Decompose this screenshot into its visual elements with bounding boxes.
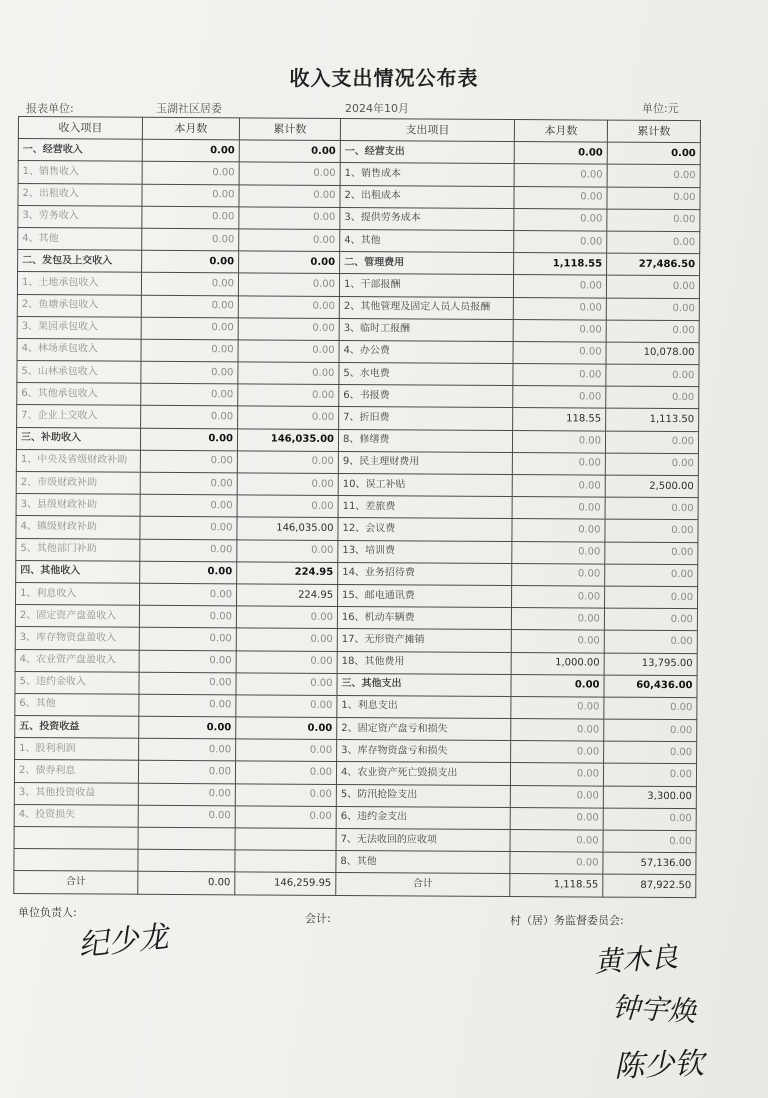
signature-committee-1: 黄木良 bbox=[593, 940, 680, 979]
signature-committee-2: 钟宇焕 bbox=[611, 990, 697, 1029]
cell-expense-item: 7、折旧费 bbox=[339, 407, 513, 430]
header-expense-month: 本月数 bbox=[514, 120, 607, 143]
cell-income-item: 6、其他承包收入 bbox=[17, 383, 141, 406]
cell-income-cumulative bbox=[235, 828, 336, 851]
cell-income-item: 3、其他投资收益 bbox=[14, 782, 138, 805]
cell-income-item: 一、经营收入 bbox=[18, 139, 142, 162]
cell-expense-item: 15、邮电通讯费 bbox=[338, 584, 512, 607]
cell-expense-month: 0.00 bbox=[513, 297, 606, 320]
cell-income-month: 0.00 bbox=[138, 805, 235, 828]
cell-income-month: 0.00 bbox=[141, 384, 238, 407]
cell-expense-cumulative: 0.00 bbox=[605, 431, 698, 454]
cell-income-item: 3、县级财政补助 bbox=[16, 494, 140, 517]
cell-income-month: 0.00 bbox=[141, 339, 238, 362]
cell-income-cumulative: 0.00 bbox=[235, 761, 336, 784]
cell-income-month: 0.00 bbox=[139, 628, 236, 651]
cell-income-month bbox=[138, 849, 235, 872]
cell-expense-month: 0.00 bbox=[510, 830, 603, 853]
cell-expense-item: 1、干部报酬 bbox=[339, 274, 513, 297]
cell-expense-cumulative: 60,436.00 bbox=[604, 675, 697, 698]
cell-income-item: 五、投资收益 bbox=[15, 716, 139, 739]
cell-income-item: 4、投资损失 bbox=[14, 804, 138, 827]
cell-expense-month: 0.00 bbox=[512, 585, 605, 608]
supervision-committee-label: 村（居）务监督委员会: bbox=[510, 914, 624, 927]
cell-expense-cumulative: 0.00 bbox=[604, 608, 697, 631]
cell-income-month: 0.00 bbox=[140, 561, 237, 584]
cell-expense-month: 0.00 bbox=[513, 275, 606, 298]
cell-expense-cumulative: 0.00 bbox=[604, 630, 697, 653]
cell-income-item: 四、其他收入 bbox=[16, 560, 140, 583]
cell-expense-cumulative: 0.00 bbox=[607, 164, 700, 187]
cell-expense-item: 1、利息支出 bbox=[337, 695, 511, 718]
cell-income-cumulative: 0.00 bbox=[236, 739, 337, 762]
report-period: 2024年10月 bbox=[345, 102, 409, 115]
cell-income-cumulative: 146,035.00 bbox=[237, 517, 338, 540]
cell-income-cumulative: 0.00 bbox=[238, 273, 339, 296]
cell-income-item: 2、固定资产盘盈收入 bbox=[15, 605, 139, 628]
cell-expense-item: 12、会议费 bbox=[338, 518, 512, 541]
total-income-cumulative: 146,259.95 bbox=[235, 872, 336, 895]
cell-income-month: 0.00 bbox=[140, 450, 237, 473]
cell-expense-item: 10、误工补贴 bbox=[338, 473, 512, 496]
cell-income-month: 0.00 bbox=[141, 317, 238, 340]
cell-expense-cumulative: 0.00 bbox=[603, 830, 696, 853]
cell-expense-month: 0.00 bbox=[513, 341, 606, 364]
cell-expense-item: 8、其他 bbox=[336, 851, 510, 874]
cell-income-month: 0.00 bbox=[142, 206, 239, 229]
cell-expense-item: 一、经营支出 bbox=[340, 141, 514, 164]
cell-income-cumulative: 146,035.00 bbox=[237, 428, 338, 451]
cell-income-month: 0.00 bbox=[139, 650, 236, 673]
cell-expense-month: 0.00 bbox=[510, 807, 603, 830]
cell-income-month: 0.00 bbox=[138, 761, 235, 784]
cell-income-month: 0.00 bbox=[140, 517, 237, 540]
cell-expense-cumulative: 0.00 bbox=[606, 275, 699, 298]
cell-expense-cumulative: 57,136.00 bbox=[603, 852, 696, 875]
header-income-item: 收入项目 bbox=[18, 117, 142, 140]
cell-income-item: 6、其他 bbox=[15, 693, 139, 716]
cell-income-month: 0.00 bbox=[139, 694, 236, 717]
cell-income-item: 4、镇级财政补助 bbox=[16, 516, 140, 539]
cell-expense-cumulative: 0.00 bbox=[605, 586, 698, 609]
total-expense-cumulative: 87,922.50 bbox=[603, 874, 696, 897]
cell-expense-item: 14、业务招待费 bbox=[338, 562, 512, 585]
cell-expense-cumulative: 10,078.00 bbox=[606, 342, 699, 365]
cell-expense-cumulative: 27,486.50 bbox=[607, 253, 700, 276]
cell-expense-item: 5、水电费 bbox=[339, 363, 513, 386]
cell-income-item: 二、发包及上交收入 bbox=[18, 250, 142, 273]
cell-expense-item: 13、培训费 bbox=[338, 540, 512, 563]
cell-expense-month: 0.00 bbox=[514, 186, 607, 209]
cell-expense-item: 3、提供劳务成本 bbox=[340, 207, 514, 230]
cell-income-cumulative: 0.00 bbox=[237, 539, 338, 562]
report-unit-label: 报表单位: bbox=[26, 102, 74, 115]
cell-expense-item: 2、其他管理及固定人员人员报酬 bbox=[339, 296, 513, 319]
cell-income-cumulative bbox=[235, 850, 336, 873]
cell-expense-cumulative: 0.00 bbox=[605, 564, 698, 587]
cell-expense-month: 0.00 bbox=[514, 164, 607, 187]
cell-income-month: 0.00 bbox=[141, 295, 238, 318]
cell-expense-item: 4、其他 bbox=[340, 229, 514, 252]
cell-income-cumulative: 0.00 bbox=[235, 783, 336, 806]
cell-expense-month: 0.00 bbox=[512, 519, 605, 542]
signature-committee-3: 陈少钦 bbox=[613, 1046, 705, 1085]
cell-expense-cumulative: 0.00 bbox=[605, 453, 698, 476]
cell-expense-item: 1、销售成本 bbox=[340, 163, 514, 186]
total-expense-month: 1,118.55 bbox=[510, 874, 603, 897]
cell-expense-cumulative: 0.00 bbox=[605, 497, 698, 520]
cell-expense-item: 6、书报费 bbox=[339, 385, 513, 408]
cell-expense-item: 17、无形资产摊销 bbox=[337, 629, 511, 652]
cell-income-cumulative: 0.00 bbox=[239, 229, 340, 252]
header-expense-cumulative: 累计数 bbox=[607, 120, 700, 143]
cell-expense-cumulative: 0.00 bbox=[607, 187, 700, 210]
cell-income-cumulative: 0.00 bbox=[235, 806, 336, 829]
cell-expense-month: 0.00 bbox=[512, 563, 605, 586]
cell-expense-cumulative: 13,795.00 bbox=[604, 653, 697, 676]
income-expense-table bbox=[13, 116, 701, 898]
cell-income-cumulative: 0.00 bbox=[236, 695, 337, 718]
cell-expense-month: 0.00 bbox=[511, 630, 604, 653]
cell-income-cumulative: 0.00 bbox=[238, 384, 339, 407]
cell-income-cumulative: 0.00 bbox=[239, 251, 340, 274]
header-income-month: 本月数 bbox=[142, 117, 239, 140]
cell-expense-cumulative: 0.00 bbox=[606, 320, 699, 343]
cell-income-item: 1、股利利润 bbox=[15, 738, 139, 761]
cell-income-item: 5、违约金收入 bbox=[15, 671, 139, 694]
cell-income-month: 0.00 bbox=[142, 228, 239, 251]
cell-expense-item: 4、办公费 bbox=[339, 340, 513, 363]
page-title: 收入支出情况公布表 bbox=[289, 66, 479, 90]
accountant-label: 会计: bbox=[305, 912, 331, 925]
cell-income-month: 0.00 bbox=[139, 605, 236, 628]
cell-income-cumulative: 0.00 bbox=[238, 295, 339, 318]
header-expense-item: 支出项目 bbox=[340, 118, 514, 141]
cell-income-month: 0.00 bbox=[140, 494, 237, 517]
cell-income-month bbox=[138, 827, 235, 850]
cell-income-cumulative: 0.00 bbox=[237, 473, 338, 496]
cell-expense-month: 0.00 bbox=[514, 208, 607, 231]
cell-income-month: 0.00 bbox=[139, 672, 236, 695]
cell-expense-cumulative: 0.00 bbox=[603, 764, 696, 787]
cell-expense-item: 6、违约金支出 bbox=[336, 806, 510, 829]
cell-expense-cumulative: 0.00 bbox=[604, 697, 697, 720]
cell-expense-month: 0.00 bbox=[514, 230, 607, 253]
cell-expense-month: 0.00 bbox=[510, 785, 603, 808]
cell-income-cumulative: 0.00 bbox=[238, 362, 339, 385]
cell-expense-item: 2、出租成本 bbox=[340, 185, 514, 208]
cell-income-cumulative: 224.95 bbox=[237, 562, 338, 585]
cell-expense-month: 0.00 bbox=[513, 319, 606, 342]
cell-income-item: 5、其他部门补助 bbox=[16, 538, 140, 561]
cell-expense-item: 三、其他支出 bbox=[337, 673, 511, 696]
cell-income-item: 3、库存物资盘盈收入 bbox=[15, 627, 139, 650]
cell-expense-month: 0.00 bbox=[514, 142, 607, 165]
cell-expense-month: 0.00 bbox=[511, 674, 604, 697]
cell-income-item: 5、山林承包收入 bbox=[17, 361, 141, 384]
cell-expense-item: 4、农业资产死亡毁损支出 bbox=[336, 762, 510, 785]
cell-income-month: 0.00 bbox=[142, 184, 239, 207]
total-income-month: 0.00 bbox=[138, 872, 235, 895]
responsible-person-label: 单位负责人: bbox=[18, 906, 77, 919]
cell-income-item bbox=[14, 849, 138, 872]
cell-expense-item: 7、无法收回的应收项 bbox=[336, 828, 510, 851]
cell-expense-cumulative: 0.00 bbox=[606, 298, 699, 321]
cell-income-cumulative: 0.00 bbox=[238, 318, 339, 341]
cell-expense-cumulative: 0.00 bbox=[604, 741, 697, 764]
cell-income-item: 1、销售收入 bbox=[18, 161, 142, 184]
cell-income-cumulative: 0.00 bbox=[238, 340, 339, 363]
cell-income-month: 0.00 bbox=[140, 472, 237, 495]
cell-income-item: 三、补助收入 bbox=[16, 427, 140, 450]
cell-expense-item: 二、管理费用 bbox=[340, 252, 514, 275]
cell-expense-month: 0.00 bbox=[510, 763, 603, 786]
cell-income-cumulative: 0.00 bbox=[236, 717, 337, 740]
cell-expense-cumulative: 0.00 bbox=[603, 808, 696, 831]
cell-income-cumulative: 0.00 bbox=[236, 606, 337, 629]
cell-income-item: 2、出租收入 bbox=[18, 183, 142, 206]
cell-income-month: 0.00 bbox=[141, 273, 238, 296]
cell-income-cumulative: 0.00 bbox=[236, 673, 337, 696]
cell-expense-item: 3、临时工报酬 bbox=[339, 318, 513, 341]
cell-expense-item: 18、其他费用 bbox=[337, 651, 511, 674]
cell-income-month: 0.00 bbox=[139, 738, 236, 761]
total-row bbox=[14, 871, 696, 897]
cell-expense-item: 11、差旅费 bbox=[338, 496, 512, 519]
cell-income-item: 1、中央及省级财政补助 bbox=[16, 449, 140, 472]
cell-expense-month: 0.00 bbox=[511, 696, 604, 719]
cell-expense-cumulative: 2,500.00 bbox=[605, 475, 698, 498]
cell-income-item: 3、果园承包收入 bbox=[17, 316, 141, 339]
cell-income-cumulative: 0.00 bbox=[236, 628, 337, 651]
cell-income-month: 0.00 bbox=[140, 539, 237, 562]
cell-expense-month: 0.00 bbox=[512, 452, 605, 475]
cell-income-cumulative: 0.00 bbox=[239, 184, 340, 207]
cell-income-cumulative: 0.00 bbox=[237, 495, 338, 518]
cell-income-cumulative: 0.00 bbox=[237, 451, 338, 474]
header-income-cumulative: 累计数 bbox=[239, 118, 340, 141]
cell-expense-item: 16、机动车辆费 bbox=[337, 607, 511, 630]
cell-income-cumulative: 224.95 bbox=[237, 584, 338, 607]
cell-expense-cumulative: 0.00 bbox=[607, 231, 700, 254]
cell-income-month: 0.00 bbox=[139, 716, 236, 739]
cell-income-item: 2、债券利息 bbox=[14, 760, 138, 783]
cell-expense-cumulative: 0.00 bbox=[605, 542, 698, 565]
cell-income-item: 1、土地承包收入 bbox=[17, 272, 141, 295]
total-expense-label: 合计 bbox=[336, 873, 510, 896]
cell-expense-item: 5、防汛抢险支出 bbox=[336, 784, 510, 807]
cell-expense-item: 3、库存物资盘亏和损失 bbox=[337, 740, 511, 763]
cell-expense-month: 0.00 bbox=[510, 852, 603, 875]
cell-income-month: 0.00 bbox=[138, 783, 235, 806]
cell-income-item: 4、农业资产盘盈收入 bbox=[15, 649, 139, 672]
cell-income-month: 0.00 bbox=[141, 406, 238, 429]
report-unit-name: 玉湖社区居委 bbox=[156, 102, 222, 115]
cell-income-month: 0.00 bbox=[140, 428, 237, 451]
cell-expense-month: 0.00 bbox=[513, 386, 606, 409]
cell-income-cumulative: 0.00 bbox=[239, 140, 340, 163]
cell-expense-month: 0.00 bbox=[512, 497, 605, 520]
cell-income-month: 0.00 bbox=[141, 361, 238, 384]
cell-expense-item: 9、民主理财费用 bbox=[338, 451, 512, 474]
cell-expense-cumulative: 0.00 bbox=[604, 719, 697, 742]
cell-expense-item: 8、修缮费 bbox=[338, 429, 512, 452]
cell-income-cumulative: 0.00 bbox=[238, 406, 339, 429]
cell-expense-item: 2、固定资产盘亏和损失 bbox=[337, 718, 511, 741]
cell-income-item: 2、市级财政补助 bbox=[16, 471, 140, 494]
cell-income-cumulative: 0.00 bbox=[239, 207, 340, 230]
cell-income-item: 4、其他 bbox=[18, 227, 142, 250]
cell-expense-month: 0.00 bbox=[512, 430, 605, 453]
cell-expense-month: 118.55 bbox=[513, 408, 606, 431]
cell-expense-cumulative: 0.00 bbox=[607, 142, 700, 165]
cell-expense-month: 0.00 bbox=[512, 475, 605, 498]
cell-income-cumulative: 0.00 bbox=[239, 162, 340, 185]
cell-expense-cumulative: 0.00 bbox=[606, 364, 699, 387]
total-income-label: 合计 bbox=[14, 871, 138, 894]
cell-expense-cumulative: 0.00 bbox=[606, 386, 699, 409]
cell-expense-month: 0.00 bbox=[511, 719, 604, 742]
cell-income-month: 0.00 bbox=[142, 162, 239, 185]
currency-unit: 单位:元 bbox=[642, 102, 679, 115]
cell-expense-cumulative: 1,113.50 bbox=[606, 409, 699, 432]
cell-expense-month: 0.00 bbox=[513, 364, 606, 387]
cell-income-month: 0.00 bbox=[142, 139, 239, 162]
cell-expense-month: 1,118.55 bbox=[514, 253, 607, 276]
cell-expense-month: 0.00 bbox=[511, 608, 604, 631]
cell-expense-cumulative: 0.00 bbox=[607, 209, 700, 232]
cell-expense-month: 1,000.00 bbox=[511, 652, 604, 675]
cell-income-item: 1、利息收入 bbox=[16, 582, 140, 605]
signature-responsible: 纪少龙 bbox=[76, 919, 170, 964]
cell-expense-cumulative: 3,300.00 bbox=[603, 786, 696, 809]
cell-expense-month: 0.00 bbox=[512, 541, 605, 564]
cell-income-cumulative: 0.00 bbox=[236, 650, 337, 673]
cell-expense-cumulative: 0.00 bbox=[605, 519, 698, 542]
cell-income-item: 7、企业上交收入 bbox=[17, 405, 141, 428]
cell-income-item bbox=[14, 826, 138, 849]
cell-expense-month: 0.00 bbox=[511, 741, 604, 764]
cell-income-item: 2、鱼塘承包收入 bbox=[17, 294, 141, 317]
cell-income-item: 3、劳务收入 bbox=[18, 205, 142, 228]
cell-income-month: 0.00 bbox=[142, 250, 239, 273]
cell-income-item: 4、林场承包收入 bbox=[17, 338, 141, 361]
cell-income-month: 0.00 bbox=[140, 583, 237, 606]
